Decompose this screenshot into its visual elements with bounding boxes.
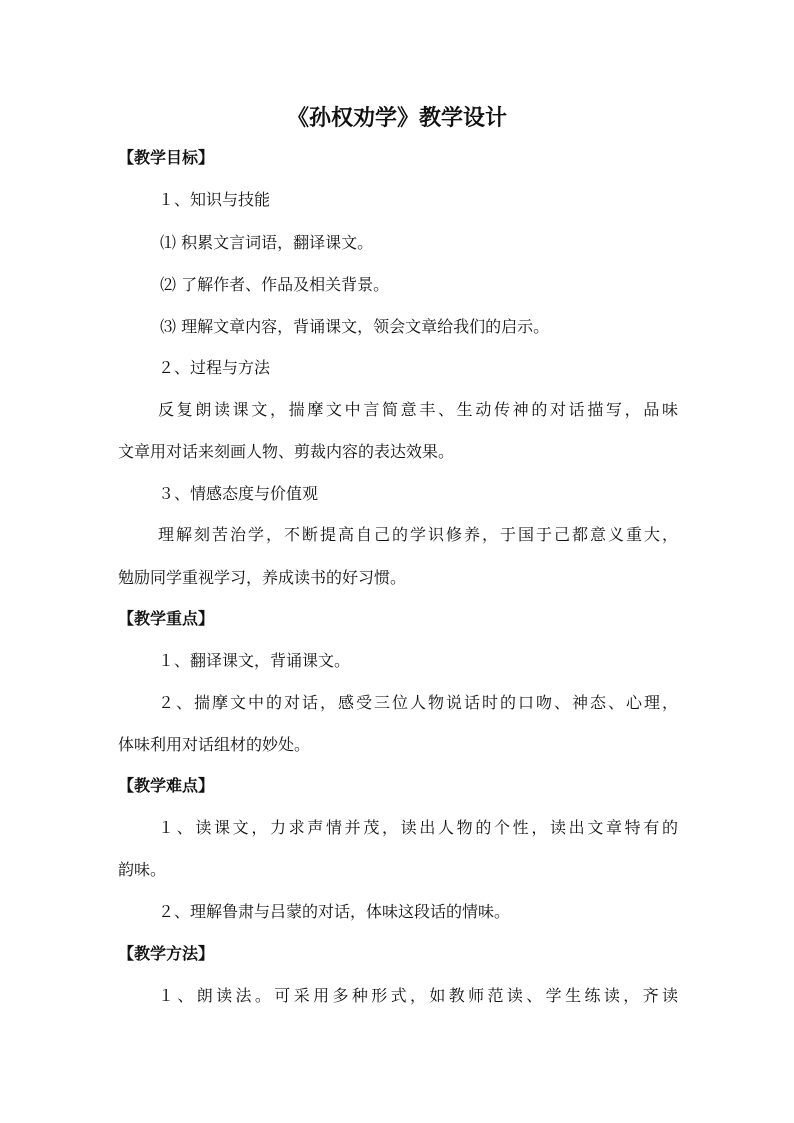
key-point-1: １、翻译课文，背诵课文。 — [158, 651, 351, 670]
document-title: 《孙权劝学》教学设计 — [286, 105, 507, 131]
difficulty-2: ２、理解鲁肃与吕蒙的对话，体味这段话的情味。 — [158, 902, 511, 921]
difficulty-1-line-1: １、读课文，力求声情并茂，读出人物的个性，读出文章特有的 — [158, 818, 678, 837]
section-heading-methods: 【教学方法】 — [118, 944, 215, 963]
subheading-knowledge-skills: １、知识与技能 — [158, 190, 271, 209]
section-heading-key-points: 【教学重点】 — [118, 609, 215, 628]
paragraph-process-line-2: 文章用对话来刻画人物、剪裁内容的表达效果。 — [118, 442, 455, 461]
section-heading-objectives: 【教学目标】 — [118, 148, 215, 167]
objective-item-2: ⑵ 了解作者、作品及相关背景。 — [160, 275, 390, 294]
key-point-2-line-1: ２、揣摩文中的对话，感受三位人物说话时的口吻、神态、心理， — [158, 693, 678, 712]
subheading-emotion-values: ３、情感态度与价值观 — [158, 484, 319, 503]
objective-item-1: ⑴ 积累文言词语，翻译课文。 — [160, 233, 374, 252]
difficulty-1-line-2: 韵味。 — [118, 860, 167, 879]
paragraph-process-line-1: 反复朗读课文，揣摩文中言简意丰、生动传神的对话描写，品味 — [158, 400, 678, 419]
paragraph-values-line-1: 理解刻苦治学，不断提高自己的学识修养，于国于己都意义重大， — [158, 525, 678, 544]
method-1-line-1: １、朗读法。可采用多种形式，如教师范读、学生练读，齐读 — [158, 986, 678, 1005]
subheading-process-method: ２、过程与方法 — [158, 358, 271, 377]
key-point-2-line-2: 体味利用对话组材的妙处。 — [118, 735, 311, 754]
section-heading-difficulties: 【教学难点】 — [118, 776, 215, 795]
objective-item-3: ⑶ 理解文章内容，背诵课文，领会文章给我们的启示。 — [160, 317, 550, 336]
paragraph-values-line-2: 勉励同学重视学习，养成读书的好习惯。 — [118, 568, 407, 587]
